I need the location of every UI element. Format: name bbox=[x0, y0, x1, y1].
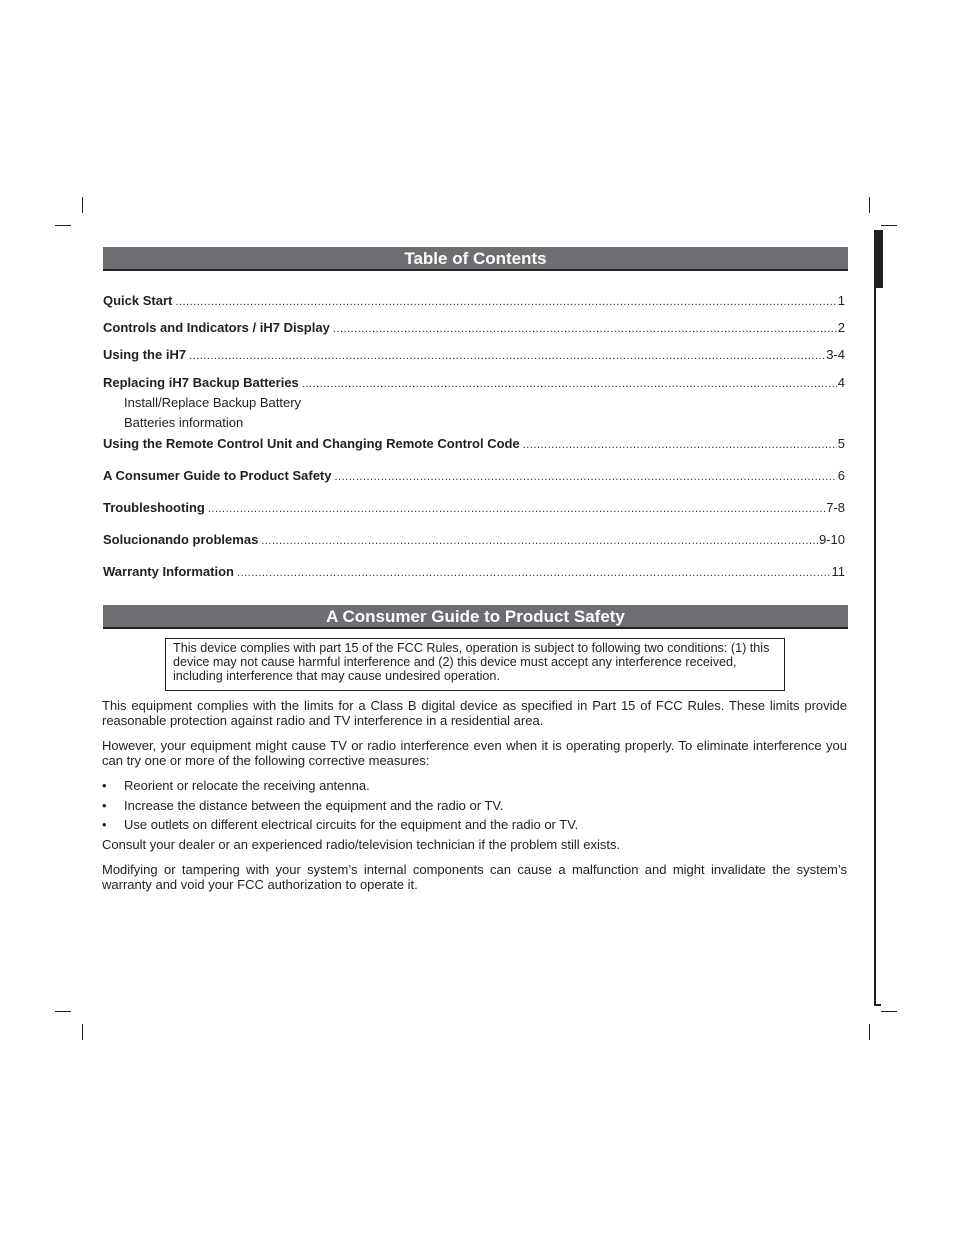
safety-title: A Consumer Guide to Product Safety bbox=[326, 607, 625, 626]
toc-entry[interactable] bbox=[103, 347, 845, 363]
bullet-marker: • bbox=[102, 817, 107, 832]
toc-entry-title: Quick Start bbox=[103, 293, 173, 308]
toc-entry-page: 1 bbox=[837, 293, 845, 308]
toc-subentry[interactable]: Batteries information bbox=[124, 415, 244, 430]
toc-entry-title: Solucionando problemas bbox=[103, 532, 259, 547]
toc-leader bbox=[175, 294, 836, 310]
toc-entry[interactable] bbox=[103, 375, 845, 391]
toc-entry-page: 4 bbox=[837, 375, 845, 390]
toc-entry[interactable] bbox=[103, 293, 845, 309]
crop-mark bbox=[881, 225, 897, 226]
paragraph: However, your equipment might cause TV or radio interference even when it is operating properly. To eliminate interference you can try one or more of the following corrective measures: bbox=[102, 738, 847, 768]
toc-title: Table of Contents bbox=[404, 249, 547, 268]
toc-entry[interactable] bbox=[103, 500, 845, 516]
list-item bbox=[102, 817, 578, 832]
toc-entry[interactable] bbox=[103, 320, 845, 336]
toc-entry-title: Using the Remote Control Unit and Changing Remote Control Code bbox=[103, 436, 520, 451]
toc-entry-page: 5 bbox=[837, 436, 845, 451]
toc-entry[interactable] bbox=[103, 468, 845, 484]
toc-entry[interactable] bbox=[103, 564, 845, 580]
toc-entry[interactable] bbox=[103, 436, 845, 452]
crop-mark bbox=[55, 225, 71, 226]
toc-entry-title: Controls and Indicators / iH7 Display bbox=[103, 320, 330, 335]
side-rule bbox=[874, 288, 876, 1005]
toc-entry-title: Using the iH7 bbox=[103, 347, 187, 362]
toc-entry-title: Warranty Information bbox=[103, 564, 234, 579]
toc-leader bbox=[523, 437, 837, 453]
fcc-notice-box: This device complies with part 15 of the FCC Rules, operation is subject to following two conditions: (1) this device may not cause harmful interference and (2) this device must accept any interference received, including interference that may cause undesired operation. bbox=[165, 638, 785, 691]
toc-entry-page: 9-10 bbox=[818, 532, 845, 547]
toc-leader bbox=[335, 469, 837, 485]
paragraph: This equipment complies with the limits for a Class B digital device as specified in Part 15 of FCC Rules. These limits provide reasonable protection against radio and TV interference in a residential area. bbox=[102, 698, 847, 728]
toc-leader bbox=[261, 533, 818, 549]
list-item-text: Reorient or relocate the receiving antenna. bbox=[124, 778, 370, 793]
crop-mark bbox=[55, 1011, 71, 1012]
crop-mark bbox=[82, 197, 83, 213]
list-item-text: Use outlets on different electrical circuits for the equipment and the radio or TV. bbox=[124, 817, 579, 832]
bullet-marker: • bbox=[102, 778, 107, 793]
toc-entry-page: 3-4 bbox=[826, 347, 845, 362]
toc-leader bbox=[237, 565, 831, 581]
crop-mark bbox=[869, 197, 870, 213]
toc-entry-title: Troubleshooting bbox=[103, 500, 205, 515]
toc-leader bbox=[208, 501, 825, 517]
toc-entry-title: Replacing iH7 Backup Batteries bbox=[103, 375, 299, 390]
toc-entry-title: A Consumer Guide to Product Safety bbox=[103, 468, 332, 483]
toc-header bbox=[103, 247, 848, 271]
toc-entry-page: 7-8 bbox=[826, 500, 845, 515]
list-item-text: Increase the distance between the equipment and the radio or TV. bbox=[124, 798, 504, 813]
list-item bbox=[102, 798, 503, 813]
safety-header bbox=[103, 605, 848, 629]
paragraph: Consult your dealer or an experienced radio/television technician if the problem still exists. bbox=[102, 837, 621, 852]
side-tab-marker bbox=[874, 230, 883, 288]
toc-leader bbox=[333, 321, 837, 337]
toc-leader bbox=[302, 376, 837, 392]
toc-subentry[interactable]: Install/Replace Backup Battery bbox=[124, 395, 302, 410]
toc-leader bbox=[189, 348, 825, 364]
crop-mark bbox=[82, 1024, 83, 1040]
toc-entry-page: 6 bbox=[837, 468, 845, 483]
crop-mark bbox=[881, 1011, 897, 1012]
bullet-marker: • bbox=[102, 798, 107, 813]
paragraph: Modifying or tampering with your system’s internal components can cause a malfunction and might invalidate the system’s warranty and void your FCC authorization to operate it. bbox=[102, 862, 847, 892]
toc-entry-page: 2 bbox=[837, 320, 845, 335]
toc-entry-page: 11 bbox=[831, 564, 845, 579]
toc-entry[interactable] bbox=[103, 532, 845, 548]
crop-mark bbox=[869, 1024, 870, 1040]
side-rule-foot bbox=[874, 1004, 881, 1006]
list-item bbox=[102, 778, 370, 793]
